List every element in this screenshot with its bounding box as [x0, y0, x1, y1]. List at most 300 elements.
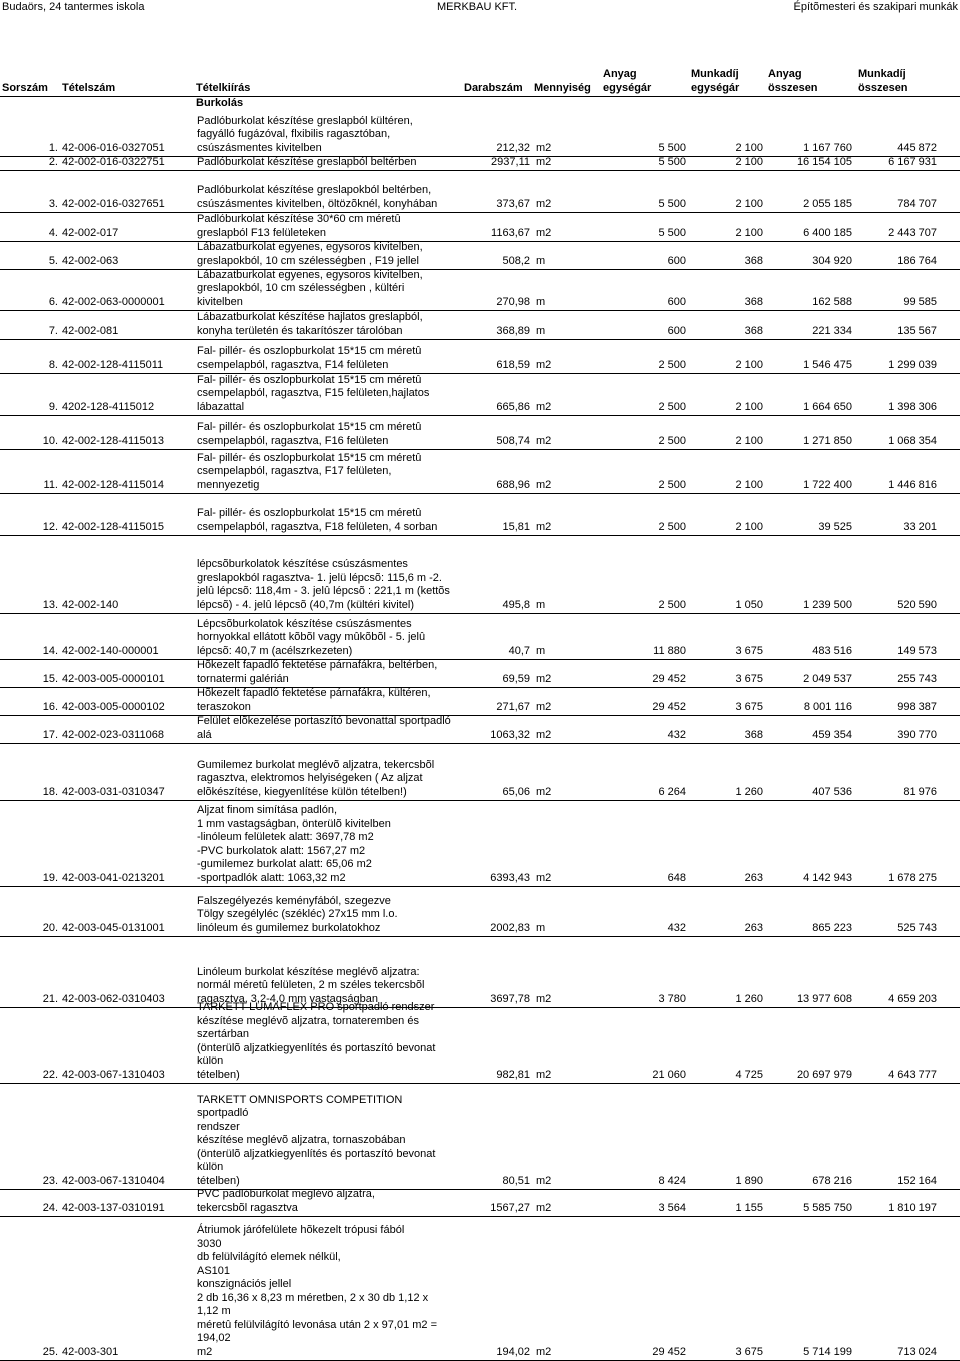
labor-total: 1 446 816	[888, 478, 937, 491]
description-line: csúszásmentes kivitelben	[197, 141, 322, 154]
description-line: linóleum és gumilemez burkolatokhoz	[197, 921, 381, 934]
labor-total: 390 770	[897, 728, 937, 741]
description-line: csempelapból, ragasztva, F18 felületen, 4 sorban	[197, 520, 438, 533]
column-header	[0, 67, 960, 97]
description-line: Fal- pillér- és oszlopburkolat 15*15 cm méretû	[197, 451, 422, 464]
row-number: 11.	[43, 478, 58, 491]
description-line: normál méretû felületen, 2 m széles tekercsbõl	[197, 979, 425, 991]
item-code: 42-002-016-0327651	[62, 197, 165, 210]
description-line: teraszokon	[197, 700, 251, 713]
col-qty: Mennyiség	[534, 82, 591, 94]
labor-total: 255 743	[897, 672, 937, 685]
unit: m2	[536, 992, 552, 1005]
item-description	[197, 311, 467, 338]
description-line: csempelapból, ragasztva, F15 felületen,hajlatos	[197, 387, 430, 399]
item-description	[197, 241, 467, 268]
description-line: csempelapból, ragasztva, F16 felületen	[197, 434, 389, 447]
material-total: 39 525	[818, 520, 852, 533]
row-number: 6.	[48, 295, 58, 308]
row-number: 22.	[42, 1068, 58, 1081]
description-line: Padlóburkolat készítése greslapból kültéren,	[197, 114, 413, 127]
labor-total: 445 872	[897, 141, 937, 154]
col-mat-unit-2: egységár	[603, 82, 652, 94]
material-total: 459 354	[812, 728, 852, 741]
quantity: 3697,78	[490, 992, 530, 1005]
description-line: tornatermi galérián	[197, 672, 289, 685]
labor-unit-price: 368	[744, 728, 763, 741]
material-total: 678 216	[812, 1174, 852, 1187]
row-number: 2.	[48, 155, 58, 168]
col-desc: Tételkiírás	[196, 82, 251, 94]
col-code: Tételszám	[62, 82, 116, 94]
item-code: 42-003-301	[62, 1345, 119, 1358]
description-line: rendszer	[197, 1120, 240, 1133]
unit: m2	[536, 520, 552, 533]
material-unit-price: 2 500	[658, 478, 686, 491]
description-line: Padlóburkolat készítése greslapból beltérben	[197, 155, 417, 168]
item-code: 42-006-016-0327051	[62, 141, 165, 154]
labor-unit-price: 368	[744, 254, 763, 267]
labor-unit-price: 3 675	[735, 1345, 763, 1358]
labor-total: 33 201	[903, 520, 937, 533]
quantity: 80,51	[502, 1174, 530, 1187]
quantity: 1163,67	[491, 226, 530, 239]
labor-unit-price: 1 890	[735, 1174, 763, 1187]
quantity: 508,2	[502, 254, 530, 267]
unit: m2	[536, 400, 552, 413]
description-line: alá	[197, 728, 212, 741]
labor-total: 525 743	[897, 921, 937, 934]
unit: m	[536, 921, 546, 934]
row-number: 7.	[48, 324, 58, 337]
unit: m	[536, 324, 546, 337]
labor-total: 713 024	[897, 1345, 937, 1358]
description-line: konyha területén és takarítószer tárolóban	[197, 324, 403, 337]
material-total: 865 223	[812, 921, 852, 934]
material-unit-price: 29 452	[652, 1345, 686, 1358]
unit: m2	[536, 478, 552, 491]
material-total: 2 049 537	[803, 672, 852, 685]
description-line: készítése meglévõ aljzatra, tornateremben és	[197, 1014, 419, 1027]
item-code: 42-002-023-0311068	[62, 728, 164, 741]
table-row	[0, 171, 960, 213]
item-description	[197, 804, 467, 885]
table-row	[0, 157, 960, 171]
unit: m2	[536, 1345, 552, 1358]
item-code: 42-002-140	[62, 598, 119, 611]
table-row	[0, 1001, 960, 1084]
description-line: db felülvilágító elemek nélkül,	[197, 1251, 341, 1263]
description-line: Padlóburkolat készítése 30*60 cm méretû	[197, 213, 401, 225]
material-unit-price: 21 060	[652, 1068, 686, 1081]
table-row	[0, 311, 960, 340]
description-line: 3030	[197, 1237, 222, 1250]
material-unit-price: 5 500	[658, 197, 686, 210]
item-description	[197, 115, 467, 156]
row-number: 20.	[42, 921, 58, 934]
unit: m	[536, 644, 546, 657]
row-number: 16.	[42, 700, 58, 713]
material-unit-price: 3 780	[658, 992, 686, 1005]
table-row	[0, 270, 960, 311]
quantity: 495,8	[502, 598, 530, 611]
quantity: 373,67	[496, 197, 530, 210]
description-line: 2 db 16,36 x 8,23 m méretben, 2 x 30 db 1,12 x	[197, 1291, 429, 1304]
item-code: 42-002-016-0322751	[62, 155, 165, 168]
row-number: 18.	[42, 785, 58, 798]
material-unit-price: 3 564	[658, 1201, 686, 1214]
description-line: Felület elõkezelése portaszító bevonattal sportpadló	[197, 715, 451, 727]
col-work-unit-2: egységár	[691, 82, 740, 94]
labor-unit-price: 2 100	[735, 520, 763, 533]
table-row	[0, 494, 960, 536]
labor-unit-price: 2 100	[735, 400, 763, 413]
item-code: 42-003-137-0310191	[62, 1201, 165, 1214]
description-line: -linóleum felületek alatt: 3697,78 m2	[197, 831, 374, 843]
labor-unit-price: 3 675	[735, 672, 763, 685]
labor-unit-price: 3 675	[735, 700, 763, 713]
material-total: 13 977 608	[796, 992, 852, 1005]
labor-unit-price: 2 100	[735, 478, 763, 491]
description-line: Lépcsõburkolatok készítése csúszásmentes	[197, 617, 412, 630]
material-unit-price: 2 500	[658, 520, 686, 533]
description-line: Falszegélyezés keményfából, szegezve	[197, 894, 391, 907]
description-line: Lábazatburkolat készítése hajlatos greslapból,	[197, 311, 423, 323]
table-row	[0, 1217, 960, 1361]
description-line: (önterülõ aljzatkiegyenlítés és portaszító bevonat	[197, 1041, 436, 1054]
table-row	[0, 1190, 960, 1217]
description-line: m2	[197, 1345, 213, 1358]
item-description	[197, 156, 467, 170]
item-code: 42-002-081	[62, 324, 119, 337]
unit: m2	[536, 1201, 552, 1214]
material-total: 1 239 500	[803, 598, 852, 611]
description-line: -gumilemez burkolat alatt: 65,06 m2	[197, 858, 372, 870]
row-number: 3.	[48, 197, 58, 210]
description-line: (önterülõ aljzatkiegyenlítés és portaszító bevonat	[197, 1147, 436, 1160]
material-unit-price: 6 264	[658, 785, 686, 798]
labor-unit-price: 1 050	[735, 598, 763, 611]
labor-unit-price: 368	[744, 324, 763, 337]
material-unit-price: 11 880	[653, 644, 686, 657]
description-line: csempelapból, ragasztva, F17 felületen,	[197, 465, 392, 477]
description-line: greslapokból, 10 cm szélességben , F19 jellel	[197, 254, 419, 267]
description-line: Lábazatburkolat egyenes, egysoros kivitelben,	[197, 268, 423, 281]
material-unit-price: 5 500	[658, 141, 686, 154]
table-row	[0, 536, 960, 614]
unit: m2	[536, 358, 552, 371]
description-line: konszignációs jellel	[197, 1278, 292, 1290]
description-line: -PVC burkolatok alatt: 1567,27 m2	[197, 844, 366, 857]
item-code: 42-003-005-0000101	[62, 672, 165, 685]
item-code: 42-003-045-0131001	[62, 921, 165, 934]
description-line: AS101	[197, 1264, 231, 1277]
row-number: 15.	[42, 672, 58, 685]
material-unit-price: 648	[667, 871, 686, 884]
labor-total: 520 590	[897, 598, 937, 611]
labor-total: 4 643 777	[888, 1068, 937, 1081]
description-line: ragasztva, elektromos helyiségeken ( Az aljzat	[197, 772, 423, 784]
description-line: 1,12 m	[197, 1305, 231, 1317]
labor-unit-price: 2 100	[735, 155, 763, 168]
labor-unit-price: 2 100	[735, 358, 763, 371]
labor-unit-price: 2 100	[735, 434, 763, 447]
col-mat-total-2: összesen	[768, 82, 818, 94]
material-unit-price: 2 500	[658, 400, 686, 413]
description-line: TARKETT OMNISPORTS COMPETITION	[197, 1093, 403, 1106]
description-line: Lábazatburkolat egyenes, egysoros kivitelben,	[197, 241, 423, 253]
description-line: fagyálló fugázóval, flxibilis ragasztóban,	[197, 128, 391, 140]
labor-unit-price: 368	[744, 295, 763, 308]
item-code: 42-002-140-000001	[62, 644, 159, 657]
labor-total: 135 567	[897, 324, 937, 337]
description-line: Aljzat finom simítása padlón,	[197, 804, 338, 816]
item-description	[197, 558, 467, 612]
item-description	[197, 184, 467, 211]
quantity: 15,81	[502, 520, 530, 533]
item-code: 42-003-067-1310404	[62, 1174, 165, 1187]
item-code: 42-003-067-1310403	[62, 1068, 165, 1081]
description-line: ragasztva, 3,2-4,0 mm vastagságban	[197, 992, 378, 1005]
col-work-total-1: Munkadíj	[858, 68, 906, 80]
material-total: 5 585 750	[803, 1201, 852, 1214]
description-line: lépcsõ) - 4. jelû lépcsõ (40,7m (kültéri kivitel)	[197, 598, 415, 611]
item-description	[197, 1188, 467, 1215]
quantity: 194,02	[496, 1345, 530, 1358]
material-total: 8 001 116	[803, 700, 852, 713]
item-code: 42-002-017	[62, 226, 119, 239]
item-description	[197, 345, 467, 372]
labor-total: 1 068 354	[888, 434, 937, 447]
unit: m2	[536, 728, 552, 741]
item-code: 42-002-063	[62, 254, 119, 267]
table-row	[0, 660, 960, 688]
quantity: 40,7	[508, 644, 530, 657]
material-total: 162 588	[812, 295, 852, 308]
item-description	[197, 374, 467, 415]
header-company: MERKBAU KFT.	[437, 1, 518, 13]
header-category: Építõmesteri és szakipari munkák	[793, 1, 958, 13]
unit: m2	[536, 785, 552, 798]
material-total: 5 714 199	[803, 1345, 852, 1358]
item-code: 42-002-128-4115015	[62, 520, 164, 533]
quantity: 65,06	[502, 785, 530, 798]
row-number: 21.	[42, 992, 58, 1005]
description-line: Fal- pillér- és oszlopburkolat 15*15 cm méretû	[197, 507, 422, 519]
table-row	[0, 937, 960, 1008]
description-line: szertárban	[197, 1028, 249, 1040]
labor-total: 186 764	[897, 254, 937, 267]
labor-total: 1 299 039	[888, 358, 937, 371]
item-code: 42-002-128-4115014	[62, 478, 164, 491]
quantity: 69,59	[502, 672, 530, 685]
description-line: csempelapból, ragasztva, F14 felületen	[197, 358, 389, 371]
description-line: lépcsõ: 40,7 m (acélszrkezeten)	[197, 644, 353, 657]
table-row	[0, 213, 960, 242]
unit: m2	[536, 226, 552, 239]
row-number: 12.	[42, 520, 58, 533]
description-line: greslapokból ragasztva- 1. jelü lépcsõ: 115,6 m -2.	[197, 571, 442, 584]
material-total: 221 334	[812, 324, 852, 337]
labor-total: 1 398 306	[888, 400, 937, 413]
description-line: jelû lépcsõ: 118,4m - 3. jelû lépcsõ : 221,1 m (kettõs	[197, 585, 450, 597]
material-unit-price: 600	[667, 295, 686, 308]
description-line: -sportpadlók alatt: 1063,32 m2	[197, 871, 346, 884]
table-row	[0, 374, 960, 416]
table-row	[0, 1084, 960, 1190]
quantity: 368,89	[496, 324, 530, 337]
col-work-total-2: összesen	[858, 82, 908, 94]
material-total: 1 546 475	[803, 358, 852, 371]
material-unit-price: 2 500	[658, 358, 686, 371]
col-work-unit-1: Munkadíj	[691, 68, 739, 80]
item-description	[197, 452, 467, 493]
material-unit-price: 432	[667, 921, 686, 934]
section-title: Burkolás	[196, 97, 244, 109]
labor-total: 81 976	[903, 785, 937, 798]
table-row	[0, 801, 960, 887]
labor-unit-price: 1 260	[735, 992, 763, 1005]
description-line: TARKETT LUMAFLEX PRO sportpadló rendszer	[197, 1001, 435, 1013]
row-number: 25.	[42, 1345, 58, 1358]
col-count: Darabszám	[464, 82, 523, 94]
row-number: 13.	[42, 598, 58, 611]
material-unit-price: 8 424	[658, 1174, 686, 1187]
description-line: méretû felülvilágító levonása után 2 x 97,01 m2 =	[197, 1318, 438, 1331]
table-row	[0, 112, 960, 157]
labor-unit-price: 2 100	[735, 226, 763, 239]
description-line: 1 mm vastagságban, önterülõ kivitelben	[197, 817, 391, 830]
labor-total: 2 443 707	[888, 226, 937, 239]
description-line: hornyokkal ellátott kõbõl vagy mûkõbõl - 5. jelû	[197, 631, 426, 643]
labor-unit-price: 3 675	[735, 644, 763, 657]
row-number: 1.	[48, 141, 58, 154]
description-line: Átriumok járófelülete hõkezelt trópusi fából	[197, 1224, 405, 1236]
material-total: 20 697 979	[796, 1068, 852, 1081]
item-description	[197, 895, 467, 936]
unit: m2	[536, 141, 552, 154]
quantity: 270,98	[496, 295, 530, 308]
material-unit-price: 2 500	[658, 598, 686, 611]
material-total: 483 516	[812, 644, 852, 657]
table-row	[0, 716, 960, 744]
quantity: 212,32	[496, 141, 530, 154]
row-number: 17.	[42, 728, 58, 741]
labor-unit-price: 2 100	[735, 141, 763, 154]
item-description	[197, 715, 467, 742]
description-line: külön	[197, 1055, 224, 1067]
col-mat-total-1: Anyag	[768, 68, 802, 80]
material-unit-price: 29 452	[652, 700, 686, 713]
description-line: elõkészítése, kiegyenlítése külön tételben!)	[197, 785, 407, 798]
description-line: greslapokból, 10 cm szélességben , kültéri	[197, 282, 405, 294]
quantity: 271,67	[496, 700, 530, 713]
quantity: 618,59	[496, 358, 530, 371]
quantity: 1063,32	[490, 728, 530, 741]
item-description	[197, 269, 467, 310]
description-line: tételben)	[197, 1068, 240, 1081]
quantity: 688,96	[496, 478, 530, 491]
row-number: 8.	[48, 358, 58, 371]
row-number: 14.	[42, 644, 58, 657]
material-total: 407 536	[812, 785, 852, 798]
description-line: Tölgy szegélyléc (székléc) 27x15 mm l.o.	[197, 908, 398, 920]
description-line: 194,02	[197, 1332, 231, 1344]
description-line: kivitelben	[197, 295, 243, 308]
description-line: Fal- pillér- és oszlopburkolat 15*15 cm méretû	[197, 421, 422, 433]
description-line: készítése meglévõ aljzatra, tornaszobában	[197, 1134, 406, 1146]
labor-total: 1 678 275	[888, 871, 937, 884]
item-code: 42-002-128-4115011	[62, 358, 164, 371]
table-row	[0, 688, 960, 716]
col-no: Sorszám	[2, 82, 48, 94]
row-number: 4.	[48, 226, 58, 239]
labor-total: 6 167 931	[888, 155, 937, 168]
table-row	[0, 744, 960, 801]
material-total: 16 154 105	[796, 155, 852, 168]
description-line: sportpadló	[197, 1107, 249, 1119]
unit: m2	[536, 1174, 552, 1187]
item-code: 42-002-128-4115013	[62, 434, 164, 447]
table-row	[0, 887, 960, 937]
item-description	[197, 1224, 467, 1359]
description-line: tételben)	[197, 1174, 240, 1187]
table-row	[0, 340, 960, 374]
row-number: 9.	[48, 400, 58, 413]
page-header	[0, 1, 960, 15]
unit: m2	[536, 197, 552, 210]
quantity: 2937,11	[491, 155, 530, 168]
header-project: Budaörs, 24 tantermes iskola	[2, 1, 145, 13]
description-line: Hõkezelt fapadló fektetése párnafákra, kültéren,	[197, 687, 431, 699]
row-number: 24.	[42, 1201, 58, 1214]
material-unit-price: 600	[667, 324, 686, 337]
description-line: csúszásmentes kivitelben, öltözõknél, konyhában	[197, 197, 438, 210]
quantity: 1567,27	[490, 1201, 530, 1214]
material-total: 304 920	[812, 254, 852, 267]
description-line: Gumilemez burkolat meglévõ aljzatra, tekercsbõl	[197, 758, 435, 771]
description-line: külön	[197, 1161, 224, 1173]
labor-unit-price: 263	[744, 921, 763, 934]
unit: m2	[536, 672, 552, 685]
item-code: 42-003-062-0310403	[62, 992, 165, 1005]
material-total: 1 167 760	[803, 141, 852, 154]
quantity: 508,74	[496, 434, 530, 447]
unit: m	[536, 295, 546, 308]
unit: m2	[536, 155, 552, 168]
quantity: 6393,43	[490, 871, 530, 884]
item-code: 42-003-041-0213201	[62, 871, 165, 884]
labor-total: 152 164	[897, 1174, 937, 1187]
description-line: tekercsbõl ragasztva	[197, 1201, 298, 1214]
labor-total: 149 573	[897, 644, 937, 657]
labor-total: 784 707	[897, 197, 937, 210]
labor-total: 998 387	[897, 700, 937, 713]
material-total: 1 271 850	[803, 434, 852, 447]
row-number: 19.	[42, 871, 58, 884]
material-total: 1 664 650	[803, 400, 852, 413]
unit: m	[536, 598, 546, 611]
material-unit-price: 5 500	[658, 226, 686, 239]
unit: m2	[536, 1068, 552, 1081]
material-total: 1 722 400	[803, 478, 852, 491]
description-line: Fal- pillér- és oszlopburkolat 15*15 cm méretû	[197, 373, 422, 386]
labor-unit-price: 263	[744, 871, 763, 884]
material-total: 2 055 185	[803, 197, 852, 210]
labor-unit-price: 4 725	[735, 1068, 763, 1081]
unit: m2	[536, 871, 552, 884]
item-description	[197, 659, 467, 686]
